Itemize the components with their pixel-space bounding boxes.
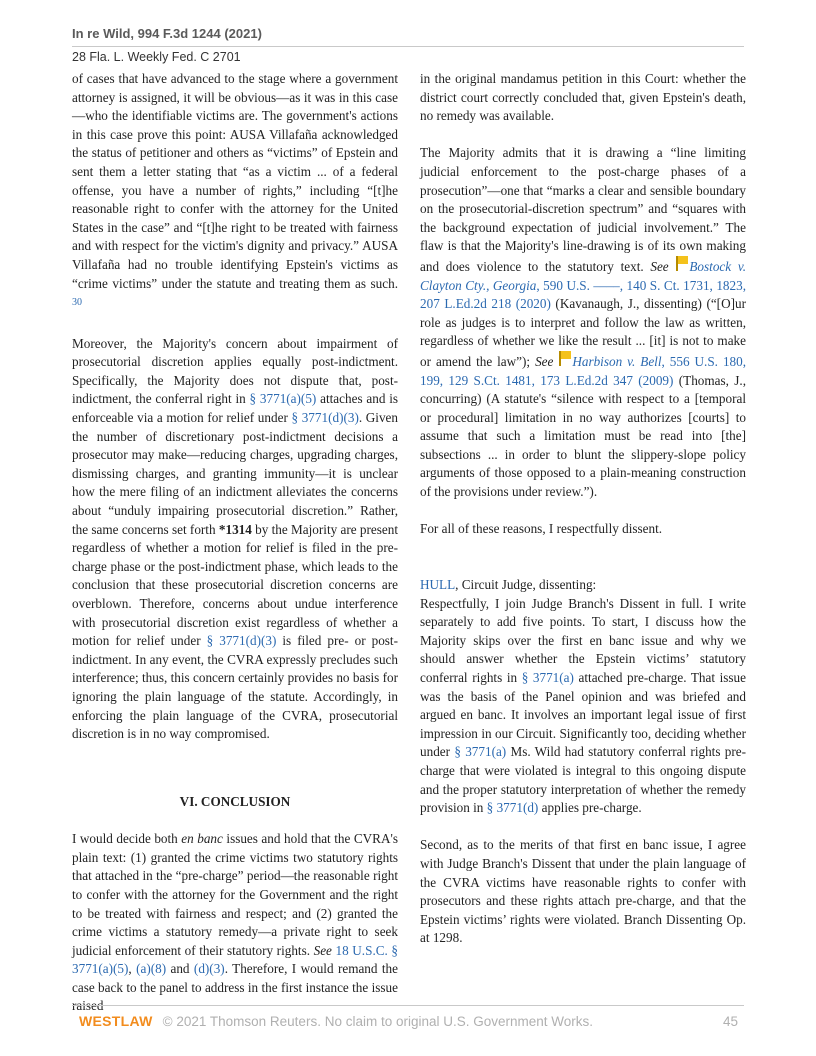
page-number: 45 [722,1013,738,1029]
copyright-notice: © 2021 Thomson Reuters. No claim to original U.S. Government Works. [162,1013,594,1029]
reporter-citation: 28 Fla. L. Weekly Fed. C 2701 [72,50,241,64]
section-heading: VI. CONCLUSION [179,793,291,809]
page-footer [72,1005,744,1029]
paragraph: For all of these reasons, I respectfully dissent. [420,521,663,537]
paragraph: I would decide both en banc issues and hold that the CVRA's plain text: (1) granted the crime victims two statutory rights that attached in the “pre-charge” period—the reasonable right to confer with the attorney for the Government and the right to be treated with fairness and respect; and (2) granted the crime victims a statutory remedy—a private right to seek judicial enforcement of their statutory rights. See 18 U.S.C. § 3771(a)(5), (a)(8) and (d)(3). Therefore, I would remand the case back to the panel to address in the first instance the issue raised [72,831,399,1014]
statute-link[interactable]: § 3771(d) [486,800,539,816]
footnote-30-link[interactable]: 30 [72,297,82,309]
judge-link-hull[interactable]: HULL [420,577,456,593]
flag-icon[interactable] [675,256,688,269]
paragraph: The Majority admits that it is drawing a “line limiting judicial enforcement to the post-charge phases of a prosecution”—one that “marks a clear and sensible boundary on the prosecutorial-discretion spectrum” and “squares with the background expectation of judicial involvement.” The flaw is that the Majority's line-drawing is of its own making and does violence to the statutory text. See Bostock v. Clayton Cty., Georgia, 590 U.S. ––––, 140 S. Ct. 1731, 1823, 207 L.Ed.2d 218 (2020) (Kavanaugh, J., dissenting) (“[O]ur role as judges is to interpret and follow the law as written, regardless of whether we like the result ... [it] is not to make or amend the law”); See Harbison v. Bell, 556 U.S. 180, 199, 129 S.Ct. 1481, 173 L.Ed.2d 347 (2009) (Thomas, J., concurring) (A statute's “silence with respect to a [temporal or procedural] limitation in no way authorizes [courts] to assume that such a limitation must be read into [the] subsections ... in order to blunt the slippery-slope policy arguments of those opposed to a plain-meaning construction of the provisions under review.”). [420,145,747,500]
statute-link[interactable]: § 3771(a) [454,744,507,760]
paragraph: Respectfully, I join Judge Branch's Dissent in full. I write separately to add five points. To start, I discuss how the Majority skips over the first en banc issue and why we should answer whether the Epstein victims’ statutory conferral rights in § 3771(a) attached pre-charge. That issue was the basis of the Panel opinion and was briefed and argued en banc. It involves an important legal issue of first impression in our Circuit. Significantly too, deciding whether under § 3771(a) Ms. Wild had statutory conferral rights pre-charge that were violated is integral to this ongoing dispute and the proper statutory interpretation of whether the remedy provision in § 3771(d) applies pre-charge. [420,595,746,816]
statute-link[interactable]: § 3771(a)(5) [249,391,317,407]
left-column [72,70,398,1016]
page-header [72,0,744,64]
judge-line: HULL, Circuit Judge, dissenting: [420,577,597,593]
statute-link[interactable]: § 3771(a) [521,670,574,685]
case-citation: In re Wild, 994 F.3d 1244 (2021) [72,26,262,41]
case-link-bostock[interactable]: Bostock v. Clayton Cty., Georgia, 590 U.S. ––––, 140 S. Ct. 1731, 1823, 207 L.Ed.2d 218 (2020) [420,258,747,312]
flag-icon[interactable] [558,351,571,364]
statute-link[interactable]: § 3771(d)(3) [291,410,359,426]
statute-link[interactable]: 18 U.S.C. § 3771(a)(5) [72,942,399,977]
westlaw-logo: WESTLAW [79,1013,153,1029]
paragraph: Second, as to the merits of that first en banc issue, I agree with Judge Branch's Dissent that under the plain language of the CVRA victims have reasonable rights to confer with prosecutors and these rights attach pre-charge, and that the Epstein victims’ rights were violated. Branch Dissenting Op. at 1298. [420,837,746,946]
right-column [420,70,746,948]
paragraph: in the original mandamus petition in this Court: whether the district court correctly concluded that, given Epstein's death, no remedy was available. [420,71,746,124]
case-link-harbison[interactable]: Harbison v. Bell, 556 U.S. 180, 199, 129 S.Ct. 1481, 173 L.Ed.2d 347 (2009) [420,353,747,388]
statute-link[interactable]: § 3771(d)(3) [206,633,277,649]
paragraph: of cases that have advanced to the stage where a government attorney is assigned, it will be obvious—as it was in this case—who the identifiable victims are. The government's actions in this case prove this point: AUSA Villafaña acknowledged the status of petitioner and others as “victims” of Epstein and sent them a letter stating that “as a victim ... of a federal offense, you have a number of rights,” including “[t]he reasonable right to confer with the attorney for the United States in the case” and “[t]he right to be treated with fairness and with respect for the victim's dignity and privacy.” AUSA Villafaña had no trouble identifying Epstein's victims as “crime victims” under the statute and treating them as such. $^{30}$ [72,71,398,309]
paragraph: Moreover, the Majority's concern about impairment of prosecutorial discretion applies equally post-indictment. Specifically, the Majority does not dispute that, post-indictment, the conferral right in § 3771(a)(5) attaches and is enforceable via a motion for relief under § 3771(d)(3). Given the number of discretionary post-indictment decisions a prosecutor may make—reducing charges, upgrading charges, dismissing charges, and granting immunity—it is unclear how the mere filing of an indictment alleviates the concerns about “unduly impairing prosecutorial discretion.” Rather, the same concerns set forth *1314 by the Majority are present regardless of whether a motion for relief is filed in the pre-charge phase or the post-indictment phase, which leads to the conclusion that these prosecutorial discretion concerns are overblown. Therefore, concerns about undue interference with prosecutorial discretion exist regardless of whether a motion for relief under § 3771(d)(3) is filed pre- or post-indictment. In any event, the CVRA expressly precludes such interference; thus, this concern certainly provides no basis for ignoring the plain language of the statute. Accordingly, in enforcing the plain language of the CVRA, prosecutorial discretion is in no way compromised. [72,335,399,742]
star-page-marker: *1314 [218,521,252,537]
statute-link[interactable]: (a)(8) [136,961,167,977]
statute-link[interactable]: (d)(3) [193,961,225,977]
